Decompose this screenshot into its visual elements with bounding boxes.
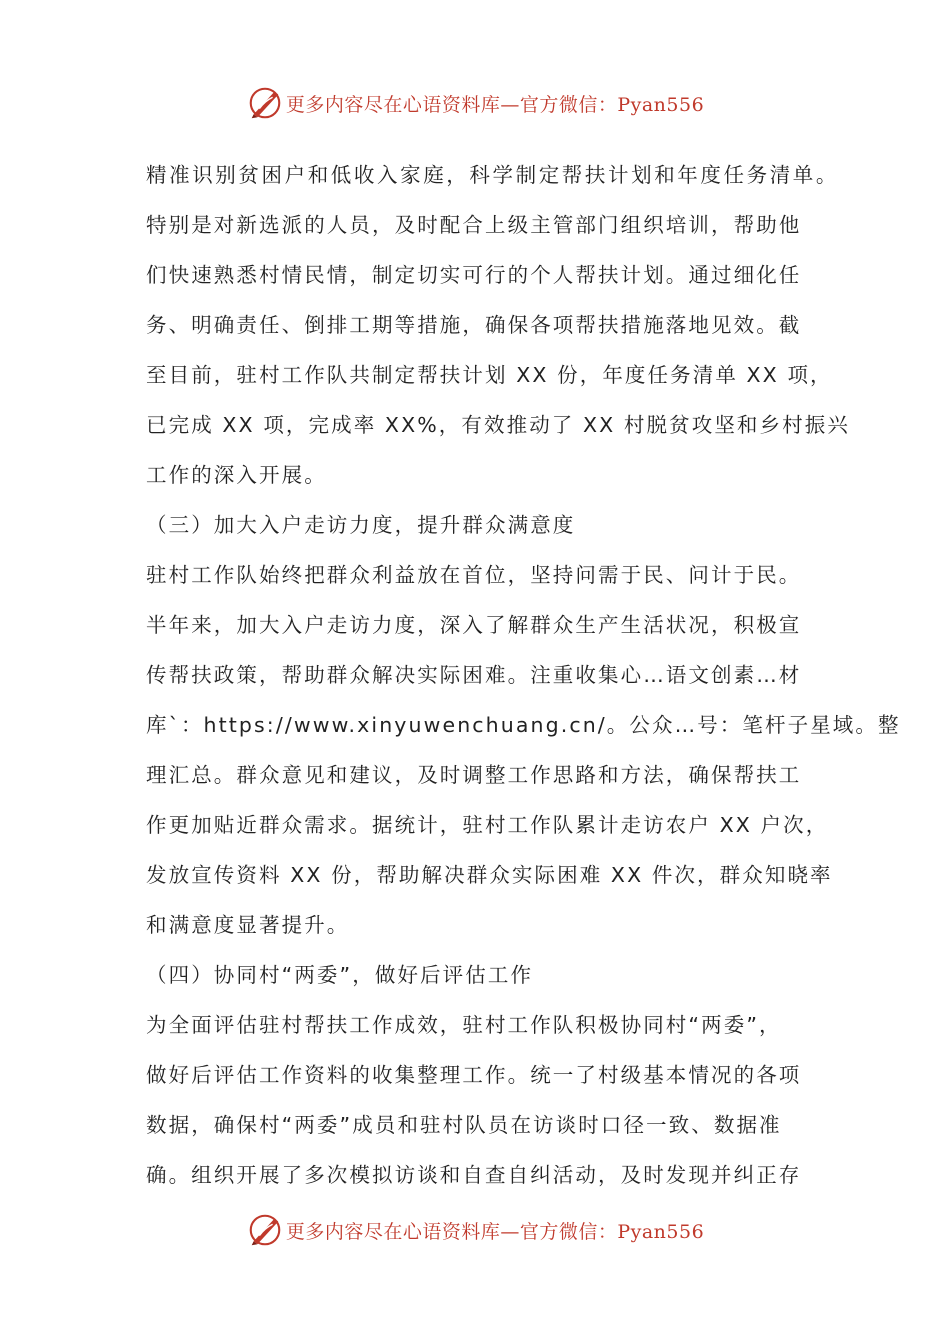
text-line: 做好后评估工作资料的收集整理工作。统一了村级基本情况的各项 <box>146 1063 802 1087</box>
text-line: 传帮扶政策，帮助群众解决实际困难。注重收集心…语文创素…材 <box>146 663 802 687</box>
text-line: 半年来，加大入户走访力度，深入了解群众生产生活状况，积极宣 <box>146 613 802 637</box>
pen-logo-icon <box>246 1211 284 1249</box>
text-line: 精准识别贫困户和低收入家庭，科学制定帮扶计划和年度任务清单。 <box>146 163 839 187</box>
text-line: 们快速熟悉村情民情，制定切实可行的个人帮扶计划。通过细化任 <box>146 263 802 287</box>
text-line: 发放宣传资料 XX 份，帮助解决群众实际困难 XX 件次，群众知晓率 <box>146 863 833 887</box>
section-heading-3: （三）加大入户走访力度，提升群众满意度 <box>146 513 576 537</box>
text-line: 和满意度显著提升。 <box>146 913 350 937</box>
text-line: 至目前，驻村工作队共制定帮扶计划 XX 份，年度任务清单 XX 项， <box>146 363 833 387</box>
text-line: 数据，确保村“两委”成员和驻村队员在访谈时口径一致、数据准 <box>146 1113 782 1137</box>
section-heading-4: （四）协同村“两委”，做好后评估工作 <box>146 963 534 987</box>
text-line: 确。组织开展了多次模拟访谈和自查自纠活动，及时发现并纠正存 <box>146 1163 802 1187</box>
footer-watermark-banner <box>0 1205 950 1255</box>
text-line: 作更加贴近群众需求。据统计，驻村工作队累计走访农户 XX 户次， <box>146 813 829 837</box>
pen-logo-icon <box>246 84 284 122</box>
text-line: 特别是对新选派的人员，及时配合上级主管部门组织培训，帮助他 <box>146 213 802 237</box>
document-body <box>146 150 901 1200</box>
text-line: 已完成 XX 项，完成率 XX%，有效推动了 XX 村脱贫攻坚和乡村振兴 <box>146 413 850 437</box>
text-line: 务、明确责任、倒排工期等措施，确保各项帮扶措施落地见效。截 <box>146 313 802 337</box>
watermark-text: 更多内容尽在心语资料库—官方微信：Pyan556 <box>285 1220 705 1243</box>
header-watermark-banner <box>0 78 950 128</box>
text-line: 库`：https://www.xinyuwenchuang.cn/。公众…号：笔杆子星域。整 <box>146 713 901 737</box>
text-line: 工作的深入开展。 <box>146 463 327 487</box>
text-line: 理汇总。群众意见和建议，及时调整工作思路和方法，确保帮扶工 <box>146 763 802 787</box>
text-line: 驻村工作队始终把群众利益放在首位，坚持问需于民、问计于民。 <box>146 563 802 587</box>
watermark-text: 更多内容尽在心语资料库—官方微信：Pyan556 <box>285 93 705 116</box>
text-line: 为全面评估驻村帮扶工作成效，驻村工作队积极协同村“两委”， <box>146 1013 782 1037</box>
